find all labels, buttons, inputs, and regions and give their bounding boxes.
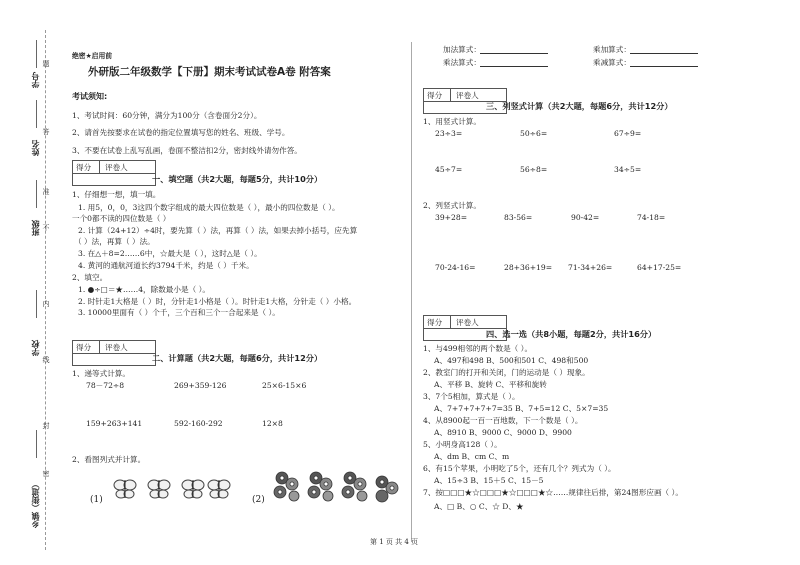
choice-question: 1、与499相邻的两个数是（ ）。 — [423, 344, 533, 353]
margin-label-student-id: 学号 — [31, 72, 40, 88]
section1-line: 2、填空。 — [72, 273, 108, 282]
grader-label: 评卷人 — [105, 163, 128, 172]
section3-title: 三、列竖式计算（共2大题，每题6分，共计12分） — [486, 101, 673, 111]
mul-formula-line[interactable] — [480, 66, 548, 67]
mul-add-formula-line[interactable] — [630, 53, 698, 54]
choice-options: A、dm B、cm C、m — [434, 452, 510, 461]
student-id-line — [36, 40, 37, 68]
vertical-calc-expression: 71-34+26= — [568, 263, 613, 272]
notice-item: 1、考试时间：60分钟，满分为100分（含卷面分2分）。 — [72, 111, 262, 120]
vertical-calc-expression: 74-18= — [637, 213, 666, 222]
flower-bunch-icon — [376, 476, 398, 502]
calc-expression: 12×8 — [262, 419, 283, 428]
section4-title: 四、选一选（共8小题，每题2分，共计16分） — [486, 329, 657, 339]
cut-mark: 内 — [42, 300, 50, 307]
section1-line: 2. 计算（24+12）÷4时，要先算（ ）法，再算（ ）法，如果去掉小括号，应先算 — [78, 226, 358, 235]
flower-bunch-icon — [274, 472, 299, 501]
division-expression: 23÷3= — [435, 129, 463, 138]
margin-label-township: 乡镇（街道） — [31, 480, 40, 528]
score-box — [72, 340, 156, 366]
section1-line: 1、仔细想一想，填一填。 — [72, 190, 161, 199]
margin-label-name: 姓名 — [31, 140, 40, 156]
division-expression: 56÷8= — [520, 165, 548, 174]
section1-line: 1. ●÷□＝★……4，除数最小是（ ）。 — [78, 285, 210, 294]
choice-options: A、497和498 B、500和501 C、498和500 — [434, 356, 589, 365]
vertical-calc-expression: 83-56= — [504, 213, 533, 222]
butterfly-icon — [208, 480, 230, 498]
add-formula-line[interactable] — [480, 53, 548, 54]
choice-question: 5、小明身高128（ ）。 — [423, 440, 502, 449]
cut-mark: 题 — [42, 60, 50, 67]
butterflies-picture — [112, 476, 232, 502]
score-label: 得分 — [427, 318, 443, 327]
calc-expression: 592-160-292 — [174, 419, 223, 428]
calc-expression: 78－72÷8 — [86, 381, 125, 390]
vertical-calc-expression: 90-42= — [571, 213, 600, 222]
secrecy-stamp: 绝密★启用前 — [72, 52, 113, 60]
flower-bunch-icon — [308, 472, 333, 501]
grader-label: 评卷人 — [456, 318, 479, 327]
choice-question: 4、从8900起一百一百地数，下一个数是（ ）。 — [423, 416, 583, 425]
section1-line: 3. 10000里面有（ ）个千，三个百和三个一合起来是（ ）。 — [78, 308, 280, 317]
division-expression: 34÷5= — [614, 165, 642, 174]
calc-expression: 25×6-15×6 — [262, 381, 307, 390]
score-label: 得分 — [76, 163, 92, 172]
notice-item: 2、请首先按要求在试卷的指定位置填写您的姓名、班级、学号。 — [72, 128, 290, 137]
section2-title: 二、计算题（共2大题，每题6分，共计12分） — [152, 353, 323, 363]
flowers-picture — [270, 466, 410, 506]
cut-mark: 密 — [42, 470, 50, 477]
cut-mark: 答 — [42, 128, 50, 135]
margin-label-class: 班级 — [31, 220, 40, 236]
section1-line: 3. 在△＋8=2……6中，☆最大是（ ），这时△是（ ）。 — [78, 249, 262, 258]
notice-heading: 考试须知: — [72, 92, 108, 101]
school-line — [36, 290, 37, 318]
choice-options: A、7+7+7+7+7=35 B、7+5=12 C、5×7=35 — [434, 404, 609, 413]
column-divider — [411, 42, 412, 542]
vertical-calc-expression: 39+28= — [435, 213, 468, 222]
page-number: 第 1 页 共 4 页 — [370, 538, 419, 546]
page-title: 外研版二年级数学【下册】期末考试试卷A卷 附答案 — [88, 66, 331, 78]
section1-line: 一个0都不读的四位数是（ ） — [72, 214, 171, 223]
cut-mark: 封 — [42, 422, 50, 429]
choice-options: A、□ B、○ C、☆ D、★ — [434, 502, 524, 511]
vertical-calc-expression: 70-24-16= — [435, 263, 476, 272]
section1-line: （ ）法，再算（ ）法。 — [74, 237, 155, 246]
score-label: 得分 — [427, 91, 443, 100]
choice-options: A、15÷3 B、15＋5 C、15－5 — [434, 476, 544, 485]
cut-mark: 不 — [42, 224, 50, 231]
score-box — [72, 160, 156, 186]
mul-sub-formula-line[interactable] — [630, 66, 698, 67]
calc-expression: 159+263+141 — [86, 419, 143, 428]
mul-add-formula-label: 乘加算式： — [593, 45, 631, 54]
section3-q1: 1、用竖式计算。 — [423, 117, 481, 126]
cut-mark: 准 — [42, 188, 50, 195]
class-line — [36, 180, 37, 208]
picture1-label: (1) — [90, 495, 103, 505]
choice-question: 2、教室门的打开和关闭，门的运动是（ ）现象。 — [423, 368, 590, 377]
grader-label: 评卷人 — [456, 91, 479, 100]
choice-question: 3、7个5相加，算式是（ ）。 — [423, 392, 520, 401]
calc-expression: 269+359-126 — [174, 381, 227, 390]
butterfly-icon — [114, 480, 136, 498]
section2-intro: 1、递等式计算。 — [72, 369, 130, 378]
vertical-calc-expression: 64+17-25= — [637, 263, 682, 272]
section2-q2: 2、看图列式并计算。 — [72, 455, 146, 464]
section1-title: 一、填空题（共2大题，每题5分，共计10分） — [152, 174, 323, 184]
section1-line: 1. 用5，0，0，3这四个数字组成的最大四位数是（ ），最小的四位数是（ ）。 — [78, 203, 340, 212]
choice-options: A、8910 B、9000 C、9000 D、9900 — [434, 428, 572, 437]
section3-q2: 2、列竖式计算。 — [423, 201, 481, 210]
choice-options: A、平移 B、旋转 C、平移和旋转 — [434, 380, 547, 389]
notice-item: 3、不要在试卷上乱写乱画，卷面不整洁扣2分，密封线外请勿作答。 — [72, 146, 302, 155]
score-label: 得分 — [76, 343, 92, 352]
choice-question: 7、按□□□★☆□□□★☆□□□★☆……规律往后排，第24图形应画（ ）。 — [423, 488, 683, 497]
add-formula-label: 加法算式： — [443, 45, 481, 54]
grader-label: 评卷人 — [105, 343, 128, 352]
section1-line: 2. 时针走1大格是（ ）时，分针走1小格是（ ）。时针走1大格，分针走（ ）小格。 — [78, 297, 357, 306]
mul-formula-label: 乘法算式： — [443, 58, 481, 67]
mul-sub-formula-label: 乘减算式： — [593, 58, 631, 67]
butterfly-icon — [148, 480, 170, 498]
vertical-calc-expression: 28+36+19= — [504, 263, 553, 272]
section1-line: 4. 黄河的通航河道长约3794千米，约是（ ）千米。 — [78, 261, 254, 270]
division-expression: 50÷6= — [520, 129, 548, 138]
name-line — [36, 100, 37, 128]
division-expression: 67÷9= — [614, 129, 642, 138]
township-line — [36, 430, 37, 458]
flower-bunch-icon — [342, 472, 367, 501]
butterfly-icon — [182, 480, 204, 498]
cut-mark: 线 — [42, 356, 50, 363]
choice-question: 6、有15个苹果，小明吃了5个，还有几个？列式为（ ）。 — [423, 464, 616, 473]
division-expression: 45÷7= — [435, 165, 463, 174]
picture2-label: (2) — [252, 495, 265, 505]
margin-label-school: 学校 — [31, 340, 40, 356]
